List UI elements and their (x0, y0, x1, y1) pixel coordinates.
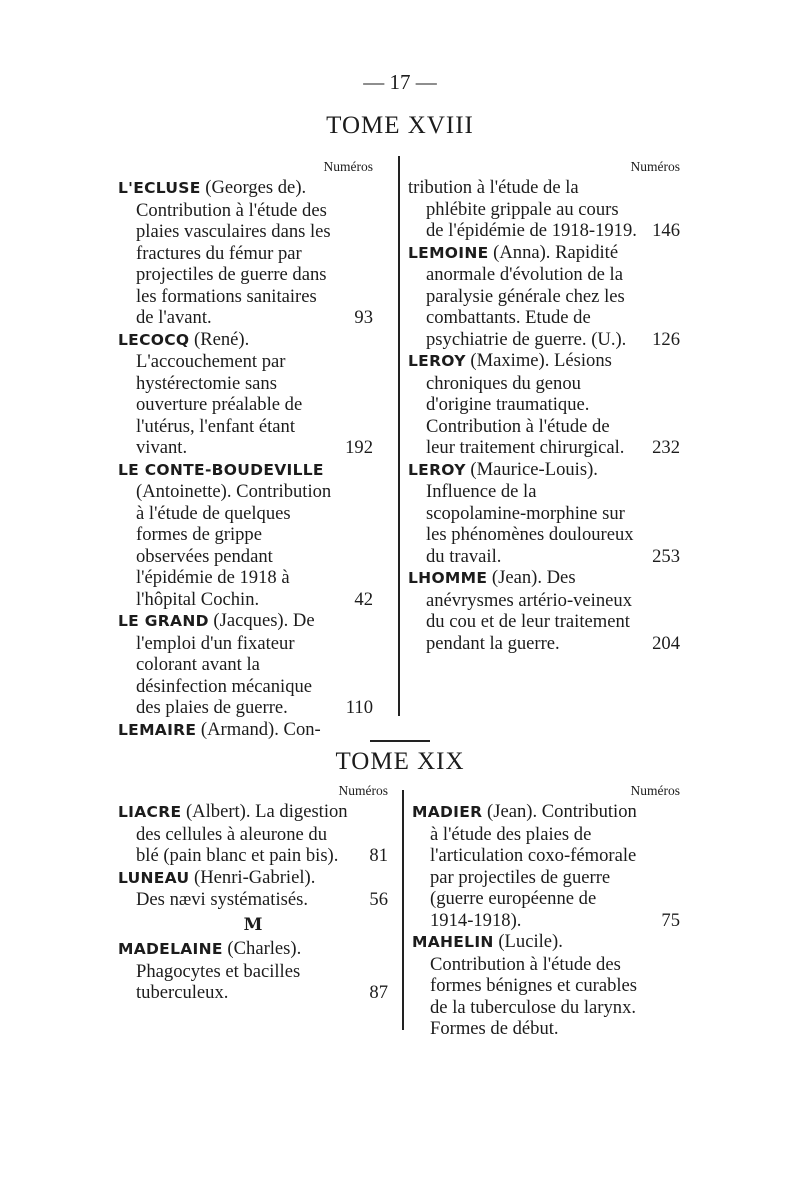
author-name: MAHELIN (412, 933, 494, 951)
author-name: LECOCQ (118, 330, 190, 349)
thesis-title: (Jean). Des anévrysmes artério-veineux du cou et de leur traitement pendant la guerre. (426, 567, 632, 654)
column-divider (398, 156, 400, 716)
index-entry (118, 719, 373, 742)
thesis-title: (Charles). Phagocytes et bacilles tuberculeux. (136, 938, 302, 1003)
thesis-title: (Jacques). De l'emploi d'un fixateur colorant avant la désinfection mécanique des plaies de guerre. (136, 610, 315, 718)
thesis-number: 110 (345, 697, 373, 718)
index-entry (118, 459, 373, 611)
thesis-title: (Georges de). Contribution à l'étude des plaies vasculaires dans les fractures du fémur par projectiles de guerre dans les formations sanitaires de l'avant. (136, 177, 331, 328)
letter-heading: M (243, 914, 263, 935)
author-name: LHOMME (408, 569, 488, 587)
index-entry (118, 177, 373, 329)
index-entry (118, 329, 373, 459)
thesis-number: 75 (661, 909, 680, 931)
thesis-number: 146 (652, 220, 680, 241)
thesis-number: 192 (345, 437, 373, 458)
tome-xix-title: TOME XIX (335, 748, 465, 775)
author-name: L'ECLUSE (118, 179, 201, 197)
page-number: — 17 — (363, 70, 437, 94)
index-entry (118, 610, 373, 719)
numeros-heading: Numéros (338, 783, 388, 798)
thesis-number: 204 (652, 632, 680, 654)
numeros-heading: Numéros (323, 159, 373, 174)
tome-xviii-title: TOME XVIII (326, 112, 474, 139)
section-divider (370, 740, 430, 742)
thesis-title: (René). L'accouchement par hystérectomie sans ouverture préalable de l'utérus, l'enfant étant vivant. (136, 328, 303, 458)
thesis-number: 93 (354, 307, 373, 328)
author-name: MADELAINE (118, 940, 223, 958)
thesis-title: (Lucile). Contribution à l'étude des formes bénignes et curables de la tuberculose du larynx. Formes de début. (430, 931, 638, 1039)
thesis-title: tribution à l'étude de la phlébite grippale au cours de l'épidémie de 1918-1919. (408, 177, 637, 241)
index-entry (408, 177, 680, 242)
index-entry (412, 801, 680, 931)
index-entry (412, 931, 680, 1040)
author-name: LE GRAND (118, 612, 209, 630)
thesis-number: 253 (652, 545, 680, 567)
thesis-title: (Maurice-Louis). Influence de la scopolamine-morphine sur les phénomènes douloureux du travail. (426, 458, 634, 567)
index-entry (408, 350, 680, 459)
author-name: LUNEAU (118, 868, 190, 887)
author-name: LIACRE (118, 803, 182, 821)
thesis-title: (Antoinette). Contribution à l'étude de quelques formes de grippe observées pendant l'épidémie de 1918 à l'hôpital Cochin. (136, 481, 332, 610)
thesis-title: (Armand). Con- (196, 718, 321, 740)
index-entry (408, 459, 680, 568)
thesis-number: 126 (652, 328, 680, 350)
author-name: LEROY (408, 352, 466, 370)
thesis-title: (Maxime). Lésions chroniques du genou d'origine traumatique. Contribution à l'étude de leur traitement chirurgical. (426, 350, 625, 458)
thesis-title: (Henri-Gabriel). Des nævi systématisés. (136, 866, 316, 910)
author-name: LEMAIRE (118, 720, 197, 739)
author-name: LEMOINE (408, 243, 489, 262)
index-entry (408, 242, 680, 351)
thesis-number: 42 (354, 588, 373, 610)
tome-xix-left-column (118, 782, 388, 1004)
index-entry (118, 867, 388, 911)
thesis-number: 232 (652, 437, 680, 458)
author-name: MADIER (412, 803, 483, 821)
author-name: LE CONTE-BOUDEVILLE (118, 460, 324, 479)
tome-xviii-right-column (408, 158, 680, 654)
numeros-heading: Numéros (630, 783, 680, 798)
numeros-heading: Numéros (630, 159, 680, 174)
column-divider (402, 790, 404, 1030)
thesis-number: 81 (369, 845, 388, 866)
index-entry (118, 938, 388, 1004)
index-entry (118, 801, 388, 867)
thesis-title: (Jean). Contribution à l'étude des plaies de l'articulation coxo-fémorale par projectiles de guerre (guerre européenne de 1914-1918). (430, 801, 637, 931)
thesis-title: (Albert). La digestion des cellules à aleurone du blé (pain blanc et pain bis). (136, 801, 348, 866)
author-name: LEROY (408, 460, 466, 479)
index-entry (408, 567, 680, 654)
tome-xix-right-column (412, 782, 680, 1040)
tome-xviii-left-column (118, 158, 373, 741)
thesis-number: 87 (369, 982, 388, 1003)
thesis-number: 56 (369, 889, 388, 910)
thesis-title: (Anna). Rapidité anormale d'évolution de la paralysie générale chez les combattants. Etude de psychiatrie de guerre. (U.). (426, 241, 627, 350)
